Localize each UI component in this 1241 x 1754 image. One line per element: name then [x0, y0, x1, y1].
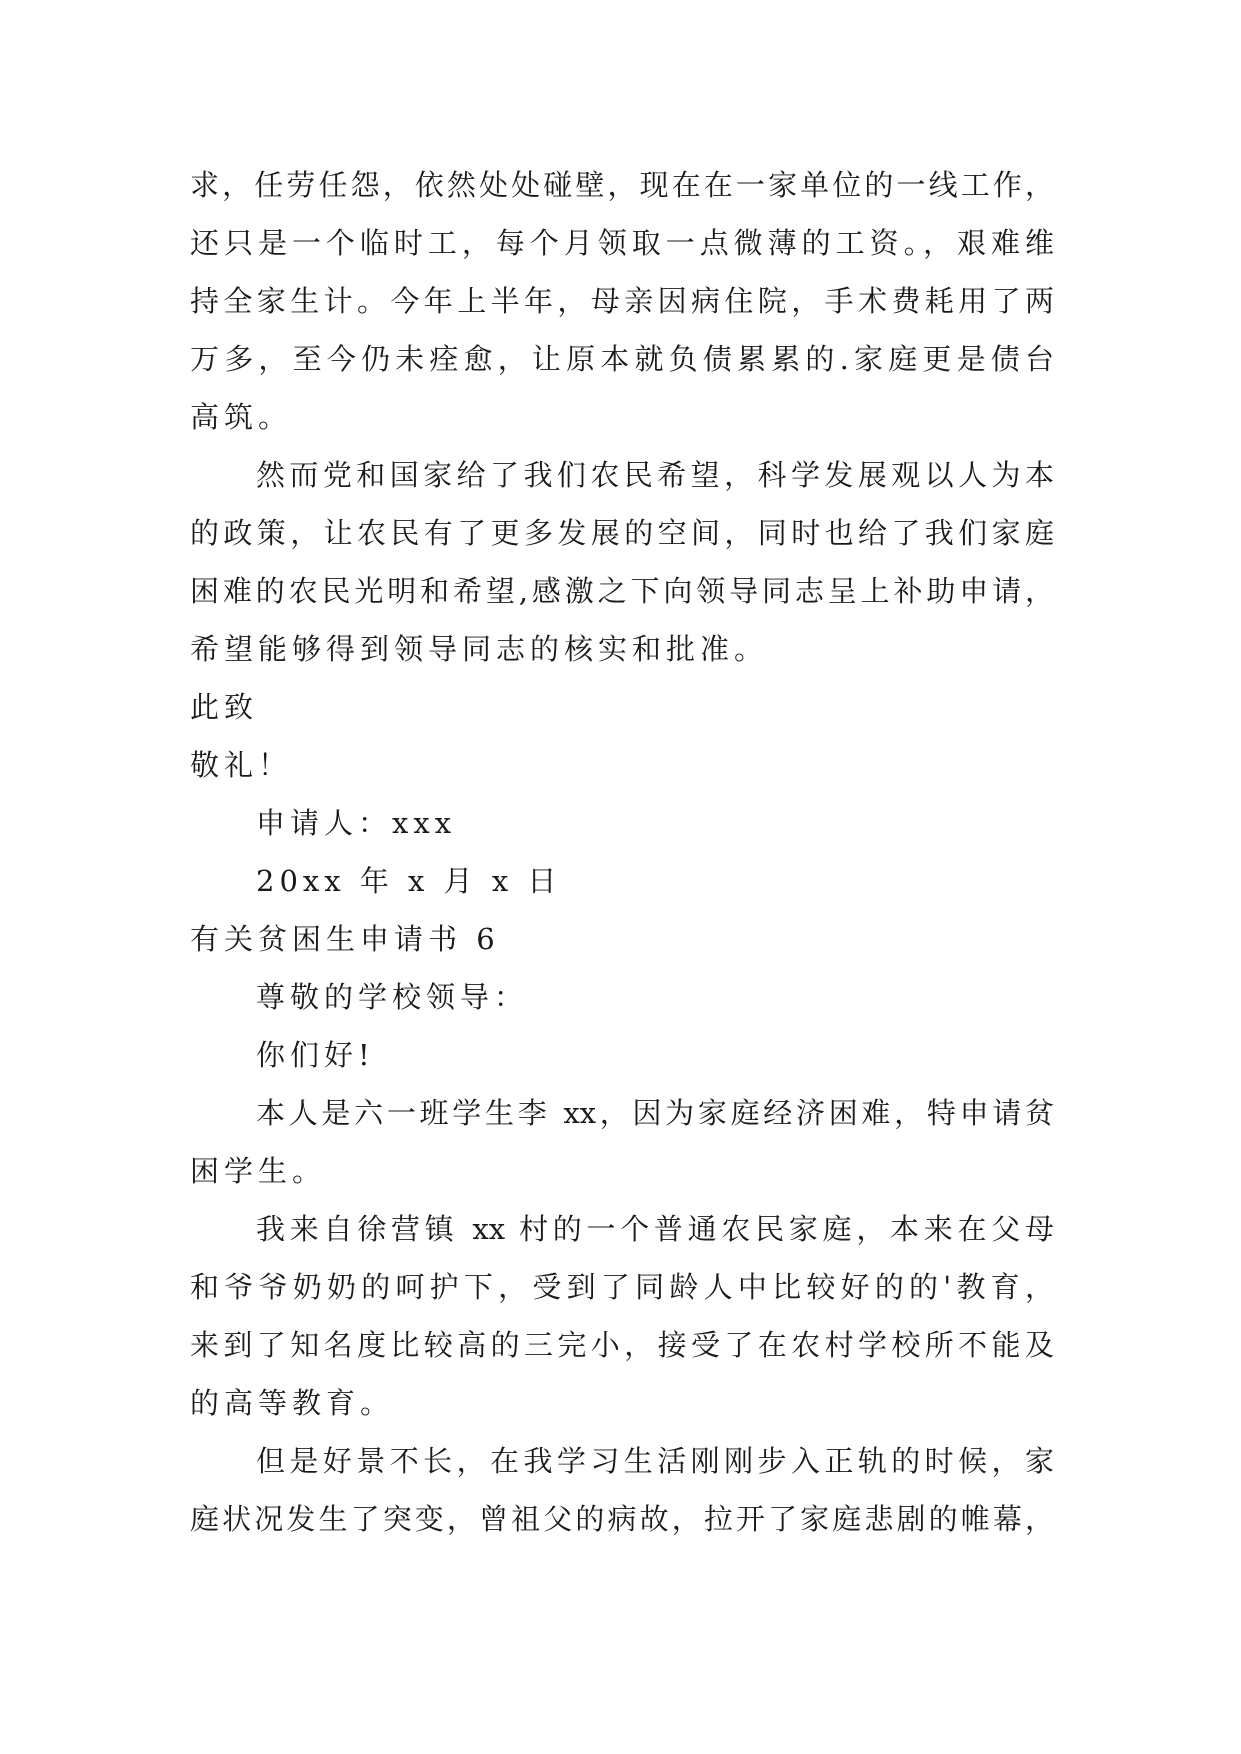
text-line: 持全家生计。今年上半年，母亲因病住院，手术费耗用了两	[190, 284, 1054, 318]
text-line: 但是好景不长，在我学习生活刚刚步入正轨的时候，家	[256, 1444, 1054, 1478]
paragraph	[190, 1200, 1054, 1432]
text-line: 和爷爷奶奶的呵护下，受到了同龄人中比较好的的'教育，	[190, 1270, 1054, 1304]
letter-greeting-hello: 你们好!	[256, 1038, 375, 1072]
text-line: 来到了知名度比较高的三完小，接受了在农村学校所不能及	[190, 1328, 1054, 1362]
closing-regards: 敬礼！	[190, 748, 293, 782]
text-line: 的高等教育。	[190, 1386, 395, 1420]
signature-applicant: 申请人：xxx	[256, 806, 457, 840]
text-line: 的政策，让农民有了更多发展的空间，同时也给了我们家庭	[190, 516, 1054, 550]
text-line: 我来自徐营镇 xx 村的一个普通农民家庭，本来在父母	[256, 1212, 1054, 1246]
text-line: 然而党和国家给了我们农民希望，科学发展观以人为本	[256, 458, 1054, 492]
paragraph	[190, 446, 1054, 678]
section-title: 有关贫困生申请书 6	[190, 922, 500, 956]
text-line: 庭状况发生了突变，曾祖父的病故，拉开了家庭悲剧的帷幕，	[190, 1502, 1054, 1536]
text-line: 困难的农民光明和希望,感激之下向领导同志呈上补助申请，	[190, 574, 1054, 608]
text-line: 本人是六一班学生李 xx，因为家庭经济困难，特申请贫	[256, 1096, 1054, 1130]
paragraph	[190, 156, 1054, 446]
letter-greeting-recipient: 尊敬的学校领导：	[256, 980, 529, 1014]
text-line: 万多，至今仍未痊愈，让原本就负债累累的.家庭更是债台	[190, 342, 1054, 376]
text-line: 困学生。	[190, 1154, 327, 1188]
signature-date: 20xx 年 x 月 x 日	[256, 864, 562, 898]
document-page	[190, 156, 1054, 1548]
text-line: 还只是一个临时工，每个月领取一点微薄的工资。，艰难维	[190, 226, 1054, 260]
text-line: 求，任劳任怨，依然处处碰壁，现在在一家单位的一线工作，	[190, 168, 1054, 202]
paragraph	[190, 1084, 1054, 1200]
paragraph	[190, 1432, 1054, 1548]
closing-salutation: 此致	[190, 690, 259, 724]
text-line: 希望能够得到领导同志的核实和批准。	[190, 632, 769, 666]
text-line: 高筑。	[190, 400, 293, 434]
